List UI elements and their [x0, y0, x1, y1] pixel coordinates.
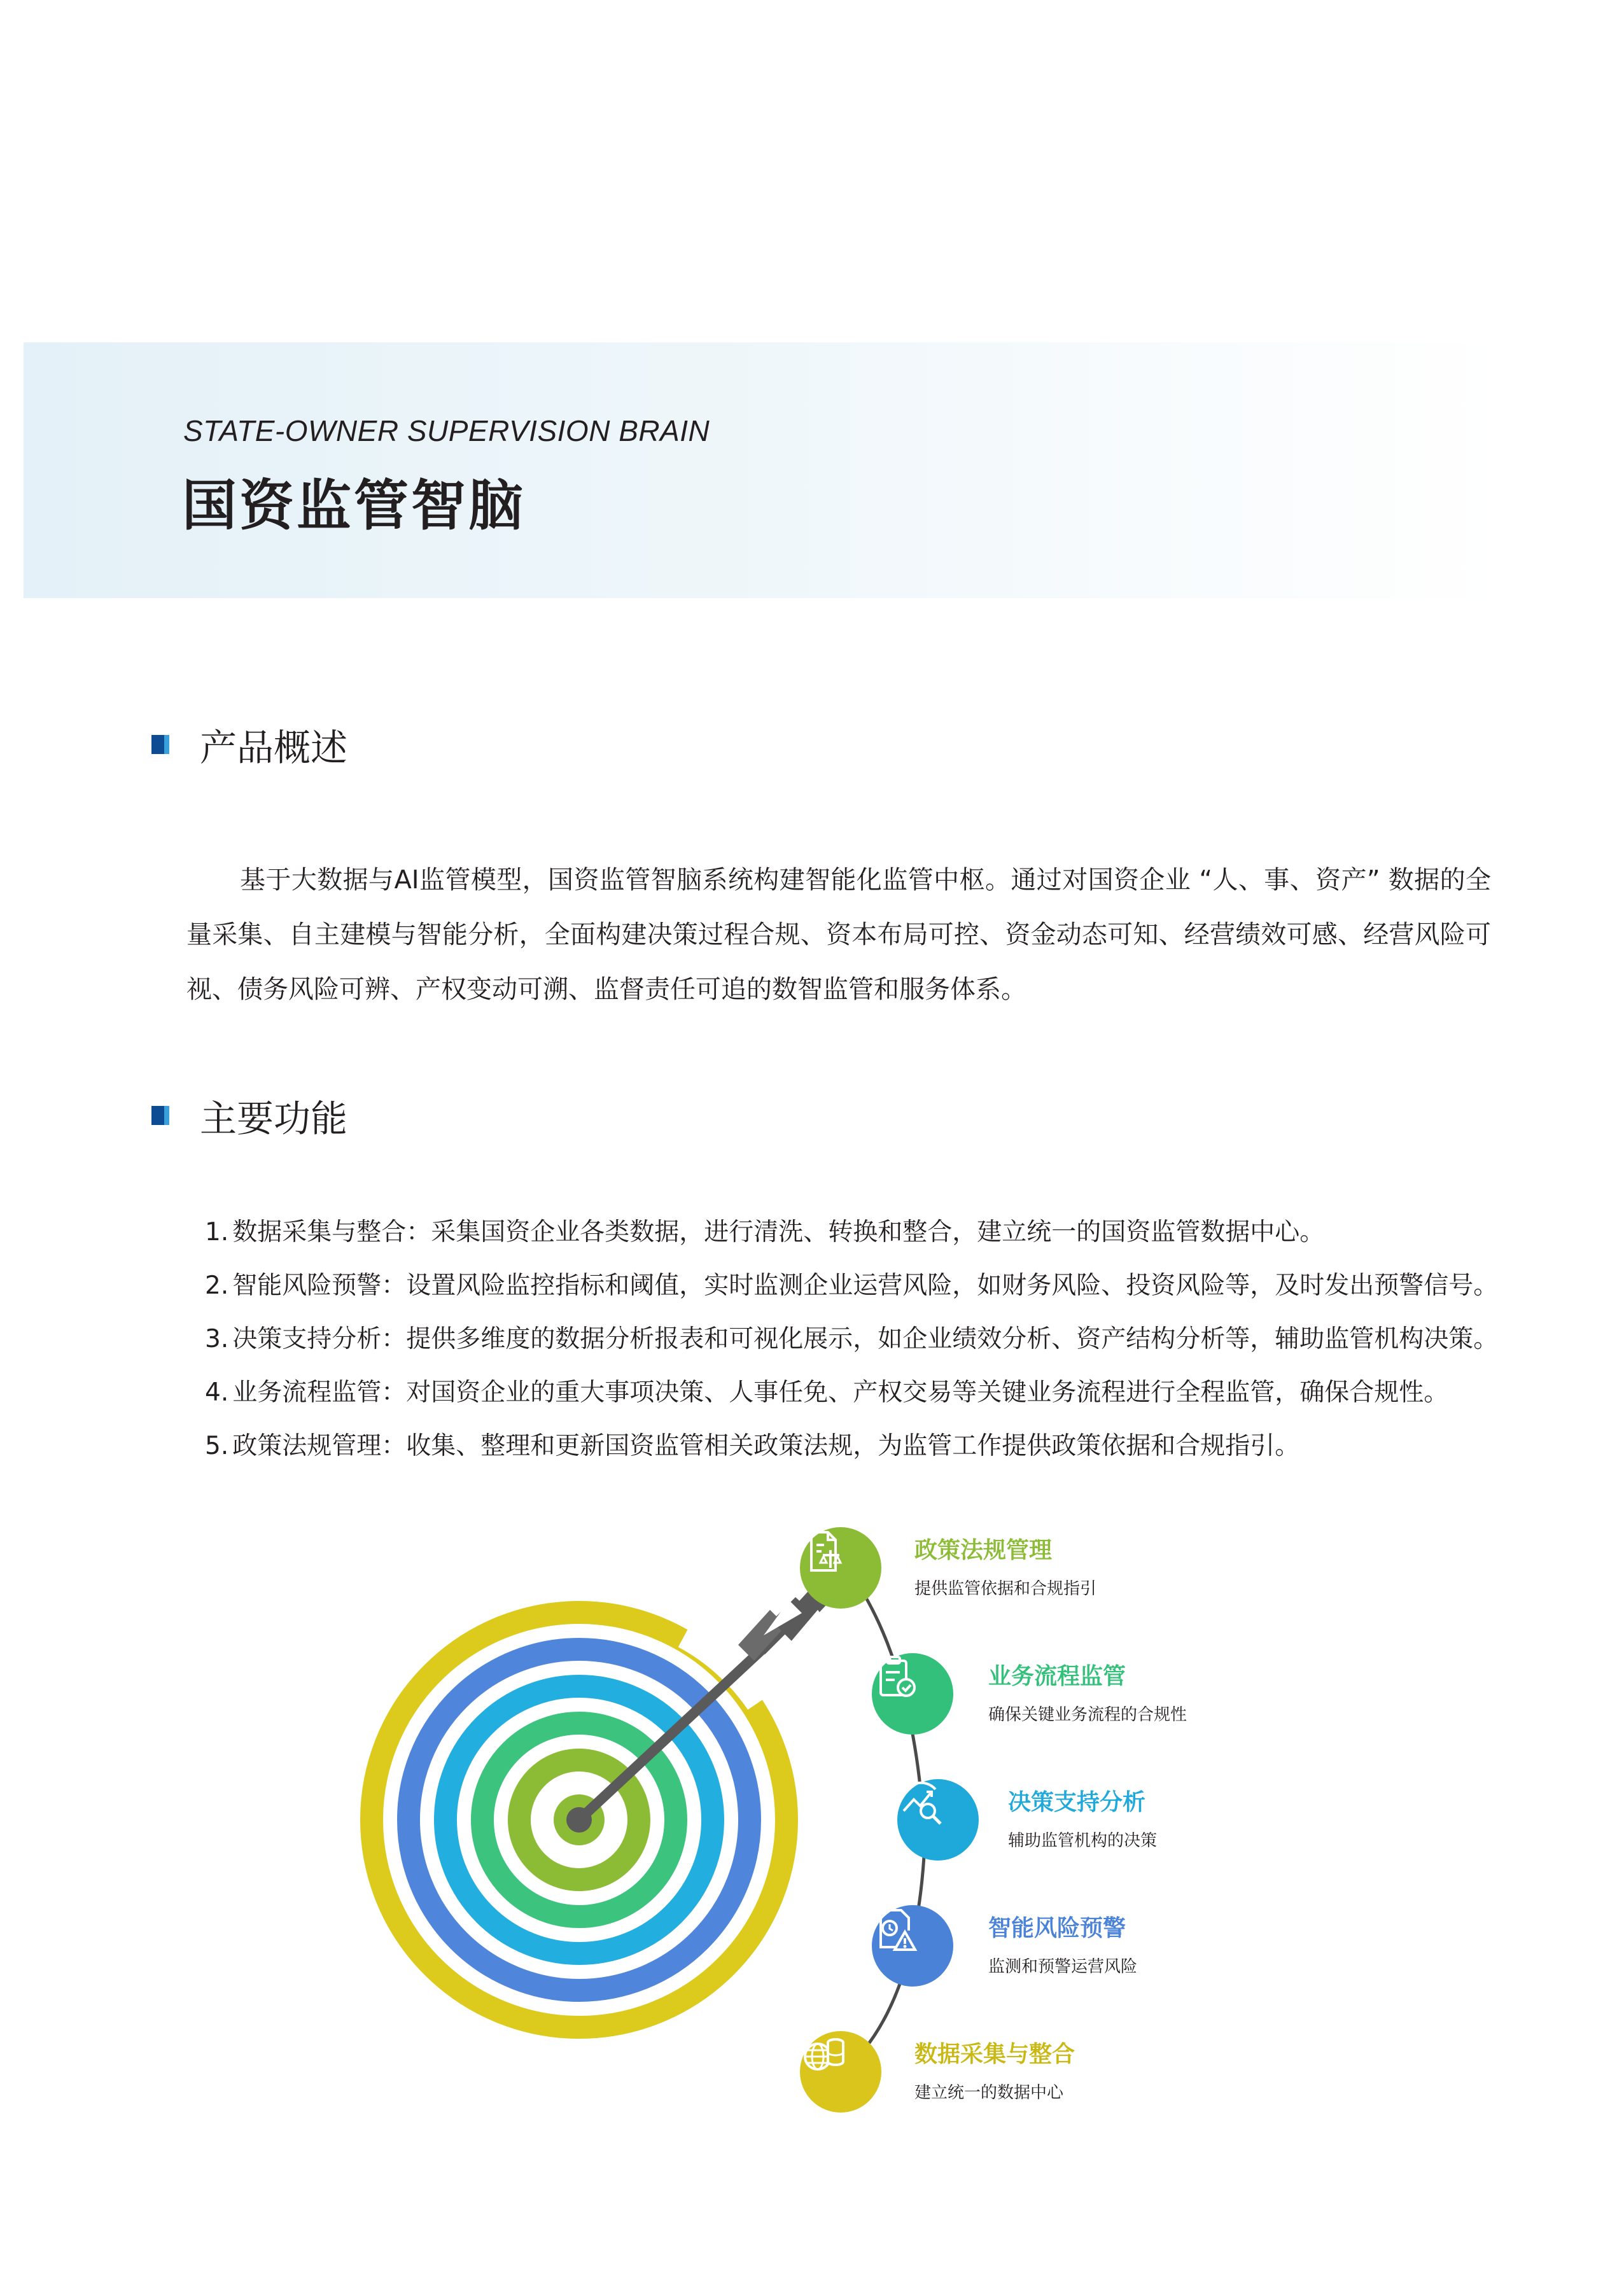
list-item: 1. 数据采集与整合：采集国资企业各类数据，进行清洗、转换和整合，建立统一的国资监管数据中心。	[205, 1218, 1325, 1247]
document-scale-icon	[800, 1527, 848, 1576]
globe-database-icon	[800, 2031, 848, 2079]
overview-heading-text: 产品概述	[200, 726, 348, 769]
item-description: 辅助监管机构的决策	[1008, 1831, 1158, 1850]
chart-magnifier-icon	[897, 1779, 946, 1827]
banner-subtitle: STATE-OWNER SUPERVISION BRAIN	[183, 414, 710, 447]
overview-paragraph: 基于大数据与AI监管模型，国资监管智脑系统构建智能化监管中枢。通过对国资企业 “人、事、资产” 数据的全量采集、自主建模与智能分析，全面构建决策过程合规、资本布局可控、资金动态可知、经营绩效可感、经营风险可视、债务风险可辨、产权变动可溯、监督责任可追的数智监管和服务体系。	[186, 865, 1491, 1004]
item-title: 政策法规管理	[914, 1537, 1053, 1563]
item-title: 业务流程监管	[988, 1663, 1126, 1689]
item-title: 决策支持分析	[1008, 1789, 1146, 1815]
item-title: 智能风险预警	[988, 1915, 1126, 1941]
list-item: 4. 业务流程监管：对国资企业的重大事项决策、人事任免、产权交易等关键业务流程进行全程监管，确保合规性。	[205, 1378, 1449, 1407]
item-icon-circle	[872, 1653, 953, 1735]
clipboard-check-icon	[872, 1653, 920, 1702]
list-item: 2. 智能风险预警：设置风险监控指标和阈值，实时监测企业运营风险，如财务风险、投资风险等，及时发出预警信号。	[205, 1271, 1499, 1300]
item-description: 监测和预警运营风险	[988, 1957, 1138, 1976]
list-item: 3. 决策支持分析：提供多维度的数据分析报表和可视化展示，如企业绩效分析、资产结构分析等，辅助监管机构决策。	[205, 1325, 1499, 1353]
item-description: 确保关键业务流程的合规性	[988, 1705, 1187, 1724]
section-marker-icon	[151, 735, 168, 754]
item-description: 建立统一的数据中心	[914, 2083, 1064, 2102]
item-description: 提供监管依据和合规指引	[914, 1579, 1097, 1598]
clock-warning-icon	[872, 1905, 920, 1953]
page-title: 国资监管智脑	[182, 474, 526, 538]
item-icon-circle	[897, 1779, 979, 1861]
item-icon-circle	[800, 2031, 881, 2113]
overview-heading	[151, 719, 347, 770]
item-icon-circle	[800, 1527, 881, 1609]
item-title: 数据采集与整合	[914, 2041, 1075, 2067]
functions-heading-text: 主要功能	[200, 1097, 348, 1140]
target-diagram	[356, 1514, 1311, 2125]
item-icon-circle	[872, 1905, 953, 1987]
section-marker-icon	[151, 1106, 168, 1125]
functions-heading	[151, 1090, 347, 1141]
function-list	[205, 1206, 1498, 1473]
list-item: 5. 政策法规管理：收集、整理和更新国资监管相关政策法规，为监管工作提供政策依据和合规指引。	[205, 1432, 1300, 1460]
